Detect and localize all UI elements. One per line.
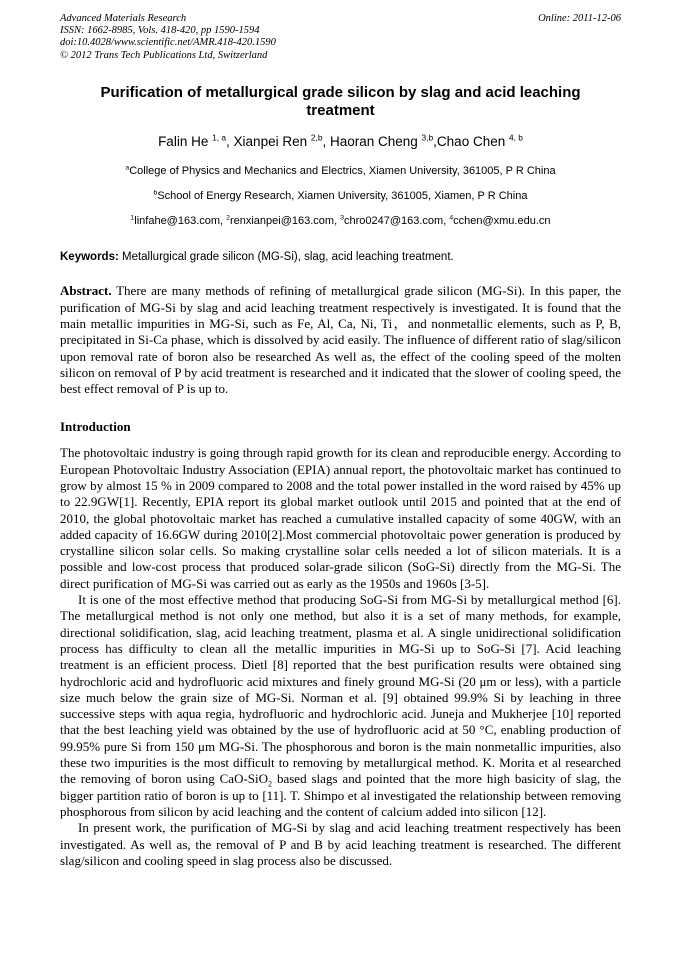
email-address: linfahe@163.com, xyxy=(134,215,227,228)
introduction-paragraph-2 xyxy=(60,592,621,820)
affiliation-line xyxy=(60,164,621,178)
keywords-text: Metallurgical grade silicon (MG-Si), slag, acid leaching treatment. xyxy=(118,251,454,264)
publication-info xyxy=(60,13,276,62)
paragraph-text: based slags and pointed that the more high basicity of slag, the bigger partition ratio of boron is up to [11]. T. Shimpo et al investigated the relationship between removing phosphorous from silicon by acid leaching and the content of calcium added into silicon [12]. xyxy=(60,771,622,819)
affiliation-text: College of Physics and Mechanics and Electrics, Xiamen University, 361005, P R China xyxy=(129,165,556,178)
email-superscript: 4 xyxy=(449,214,454,222)
authors-line xyxy=(60,133,621,151)
paragraph-text: It is one of the most effective method that producing SoG-Si from MG-Si by metallurgical method [6]. The metallurgical method is not only one method, but also it is a set of many methods, for example, directional solidification, slag, acid leaching treatment, plasma et al. A single unidirectional solidification process has difficulty to clean all the metallic impurities in MG-Si up to SoG-Si [7]. Acid leaching treatment is an efficient process. Dietl [8] reported that the best purification results were obtained sing hydrochloric acid and hydrofluoric acid mixtures and finely ground MG-Si (20 μm or less), with a particle size much below the grain size of MG-Si. Norman et al. [9] obtained 99.9% Si by leaching in three successive steps with aqua regia, hydrofluoric and hydrochloric acid. Juneja and Mukherjee [10] reported that the best leaching yield was obtained by the use of hydrofluoric acid at 50 °C, enabling production of 99.95% pure Si from 150 μm MG-Si. The phosphorous and boron is the main nonmetallic impurities, also these two impurities is the most difficult to removing by metallurgical method. K. Morita et al researched the removing of boron using CaO-SiO xyxy=(60,592,621,787)
journal-name: Advanced Materials Research xyxy=(60,13,187,24)
author-superscript: 2,b xyxy=(310,132,323,143)
author-name: Falin He xyxy=(158,133,213,149)
author-name: ,Chao Chen xyxy=(433,133,509,149)
email-superscript: 1 xyxy=(130,214,135,222)
paper-title: Purification of metallurgical grade silicon by slag and acid leaching treatment xyxy=(100,83,581,119)
affiliation-line xyxy=(60,189,621,203)
author-superscript: 3,b xyxy=(421,132,434,143)
email-superscript: 3 xyxy=(340,214,344,222)
online-date: Online: 2011-12-06 xyxy=(538,13,621,24)
author-superscript: 4, b xyxy=(508,132,523,143)
introduction-paragraph-3: In present work, the purification of MG-Si by slag and acid leaching treatment respectively has been investigated. As well as, the removal of P and B by acid leaching treatment is researched. The different slag/silicon and cooling speed in slag process also be discussed. xyxy=(60,820,621,868)
affiliation-superscript: b xyxy=(153,189,158,197)
keywords-line xyxy=(60,250,621,264)
email-address: renxianpei@163.com, xyxy=(229,215,341,228)
abstract-label: Abstract. xyxy=(60,283,112,299)
section-heading-introduction: Introduction xyxy=(60,419,131,435)
chemical-subscript: 2 xyxy=(268,779,273,789)
issn-line: ISSN: 1662-8985, Vols. 418-420, pp 1590-1594 xyxy=(60,25,260,37)
emails-line xyxy=(60,214,621,228)
email-address: chro0247@163.com, xyxy=(343,215,450,228)
introduction-paragraph-1: The photovoltaic industry is going through rapid growth for its clean and reproducible energy. According to European Photovoltaic Industry Association (EPIA) annual report, the photovoltaic market has continued to grow by almost 15 % in 2009 compared to 2008 and the total power installed in the word raised by 45% up to 22.9GW[1]. Recently, EPIA report its global market outlook until 2015 and pointed that at the end of 2010, the global photovoltaic market has reached a cumulative installed capacity of some 40GW, with an added capacity of 16.6GW during 2010[2].Most commercial photovoltaic power generation is produced by crystalline silicon solar cells. So making crystalline solar cells needed a lot of silicon materials. It is a possible and low-cost process that produced solar-grade silicon (SoG-Si) directly from the MG-Si. The direct purification of MG-Si was carried out as early as the 1950s and 1960s [3-5]. xyxy=(60,445,621,591)
abstract-text: There are many methods of refining of metallurgical grade silicon (MG-Si). In this paper, the purification of MG-Si by slag and acid leaching treatment respectively is investigated. It is found that the main metallic impurities in MG-Si, such as Fe, Al, Ca, Ni, Ti，and nonmetallic elements, such as P, B, precipitated in Si-Ca phase, which is dissolved by acid easily. The influence of different ratio of slag/silicon upon removal rate of boron also be researched As well as, the effect of the cooling speed of the molten silicon on removal of P by acid treatment is researched and it indicated that the slower of cooling speed, the best effect removal of P is up to. xyxy=(60,283,621,397)
author-superscript: 1, a xyxy=(212,132,227,143)
keywords-label: Keywords: xyxy=(60,251,119,264)
abstract-paragraph xyxy=(60,283,621,397)
doi-line: doi:10.4028/www.scientific.net/AMR.418-420.1590 xyxy=(60,37,276,49)
page-header xyxy=(60,13,621,62)
author-name: , Haoran Cheng xyxy=(322,133,422,149)
author-name: , Xianpei Ren xyxy=(226,133,311,149)
email-superscript: 2 xyxy=(226,214,230,222)
affiliation-superscript: a xyxy=(125,164,130,172)
email-address: cchen@xmu.edu.cn xyxy=(453,215,551,228)
affiliation-text: School of Energy Research, Xiamen University, 361005, Xiamen, P R China xyxy=(157,190,528,203)
copyright-line: © 2012 Trans Tech Publications Ltd, Switzerland xyxy=(60,49,268,61)
